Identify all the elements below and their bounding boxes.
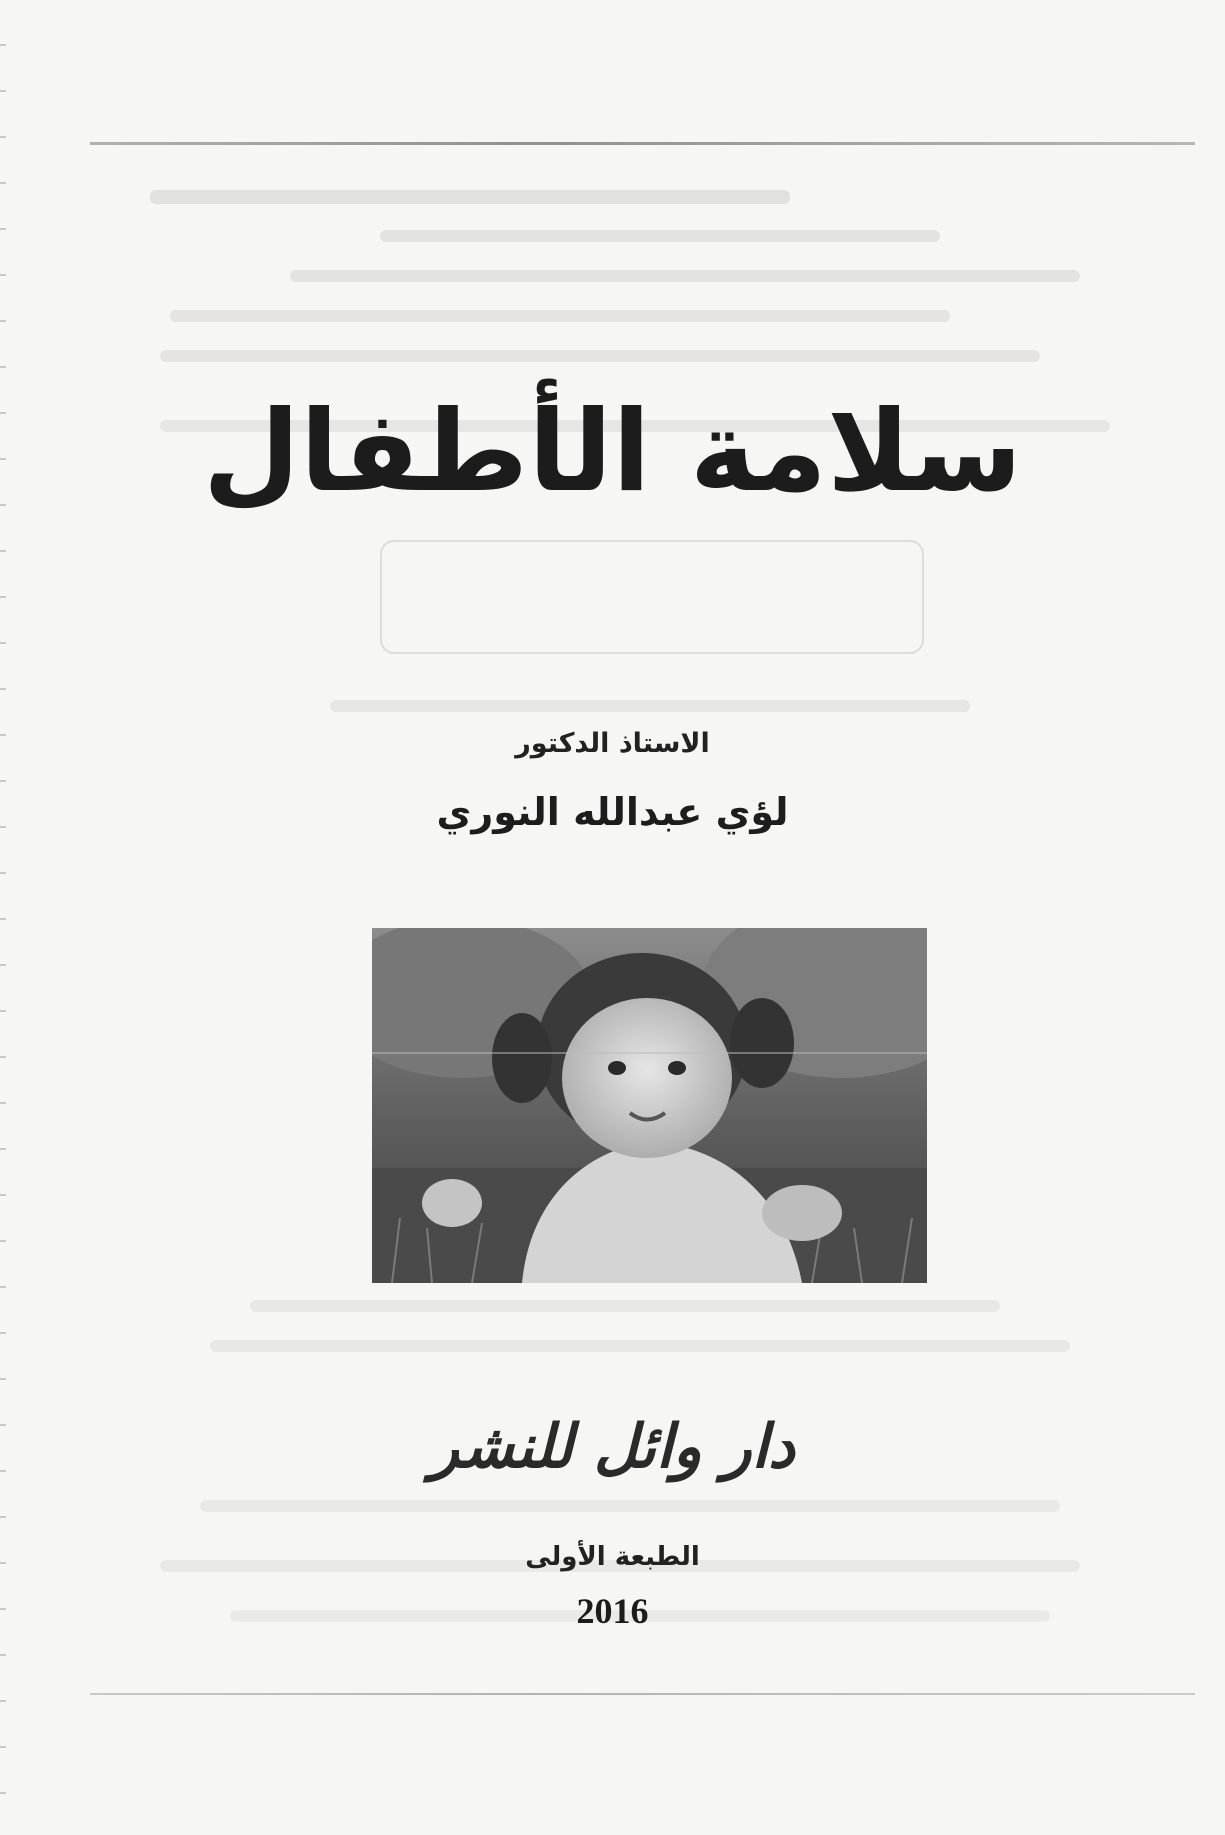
bottom-rule [90, 1693, 1195, 1695]
publisher-logo: دار وائل للنشر [430, 1412, 795, 1482]
author-name: لؤي عبدالله النوري [436, 790, 789, 834]
edition-label: الطبعة الأولى [525, 1542, 700, 1572]
child-photo-icon [372, 928, 927, 1283]
author-label: الاستاذ الدكتور [515, 728, 710, 759]
book-title: سلامة الأطفال [202, 387, 1023, 517]
cover-photo [372, 928, 927, 1283]
publication-year: 2016 [576, 1591, 649, 1631]
top-rule [90, 142, 1195, 145]
